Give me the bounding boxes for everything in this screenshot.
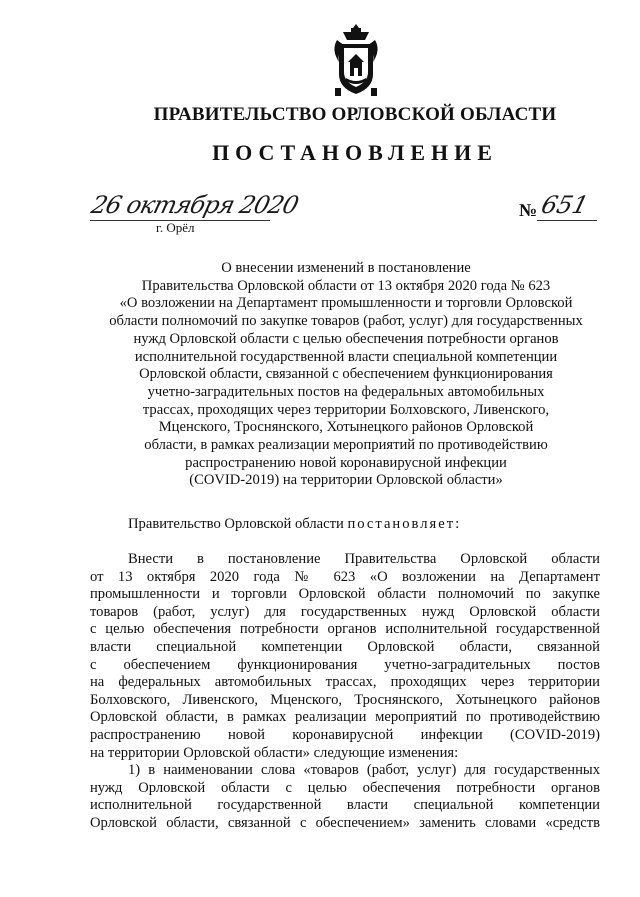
body-line: исполнительной государственной власти специальной компетенции <box>90 797 600 814</box>
title-line: «О возложении на Департамент промышленности и торговли Орловской <box>119 295 573 312</box>
body-line: с целью обеспечения потребности органов исполнительной государственной <box>90 621 600 638</box>
title-line: трассах, проходящих через территории Болховского, Ливенского, <box>142 401 550 418</box>
body-line: Болховского, Ливенского, Мценского, Троснянского, Хотынецкого районов <box>90 691 600 708</box>
coat-of-arms-emblem <box>329 22 383 98</box>
body-line: 1) в наименовании слова «товаров (работ, услуг) для государственных <box>128 762 600 779</box>
city-label: г. Орёл <box>156 220 195 235</box>
body-line: власти специальной компетенции Орловской области, связанной <box>90 638 600 655</box>
title-line: Мценского, Троснянского, Хотынецкого районов Орловской <box>158 419 534 436</box>
intro-verb: постановляет: <box>347 516 462 532</box>
title-line: распространению новой коронавирусной инфекции <box>185 454 507 471</box>
title-line: области, в рамках реализации мероприятий по противодействию <box>144 437 548 454</box>
title-line: исполнительной государственной власти специальной компетенции <box>134 348 558 365</box>
title-line: нужд Орловской области с целью обеспечения потребности органов <box>133 330 559 347</box>
handwritten-date: 26 октября 2020 <box>88 191 301 219</box>
document-type-heading: ПОСТАНОВЛЕНИЕ <box>212 140 498 165</box>
intro-prefix: Правительство Орловской области <box>128 516 348 532</box>
organization-heading: ПРАВИТЕЛЬСТВО ОРЛОВСКОЙ ОБЛАСТИ <box>153 104 557 125</box>
body-line: Внести в постановление Правительства Орловской области <box>128 551 600 567</box>
number-label: № <box>519 200 538 220</box>
title-line: (COVID-2019) на территории Орловской области» <box>189 472 503 489</box>
title-line: Правительства Орловской области от 13 октября 2020 года № 623 <box>141 277 551 294</box>
resolution-intro <box>128 516 461 533</box>
document-body <box>90 551 600 833</box>
body-line: Орловской области, в рамках реализации мероприятий по противодействию <box>90 709 600 726</box>
body-line: от 13 октября 2020 года № 623 «О возложении на Департамент <box>90 568 600 585</box>
body-line: товаров (работ, услуг) для государственных нужд Орловской области <box>90 603 600 620</box>
handwritten-number: 651 <box>538 191 592 219</box>
body-line: промышленности и торговли Орловской области полномочий по закупке <box>90 586 600 603</box>
title-line: О внесении изменений в постановление <box>221 260 471 276</box>
body-line: на федеральных автомобильных трассах, проходящих через территории <box>90 674 600 691</box>
body-line: нужд Орловской области с целью обеспечения потребности органов <box>90 779 600 796</box>
document-title <box>90 260 602 490</box>
body-line: с обеспечением функционирования учетно-заградительных постов <box>90 656 600 673</box>
title-line: области полномочий по закупке товаров (работ, услуг) для государственных <box>109 313 583 330</box>
title-line: Орловской области, связанной с обеспечением функционирования <box>139 366 553 383</box>
body-line: на территории Орловской области» следующие изменения: <box>90 744 459 761</box>
title-line: учетно-заградительных постов на федеральных автомобильных <box>147 383 545 400</box>
body-line: Орловской области, связанной с обеспечением» заменить словами «средств <box>90 814 600 831</box>
body-line: распространению новой коронавирусной инфекции (COVID-2019) <box>90 726 600 743</box>
number-underline <box>537 220 597 221</box>
